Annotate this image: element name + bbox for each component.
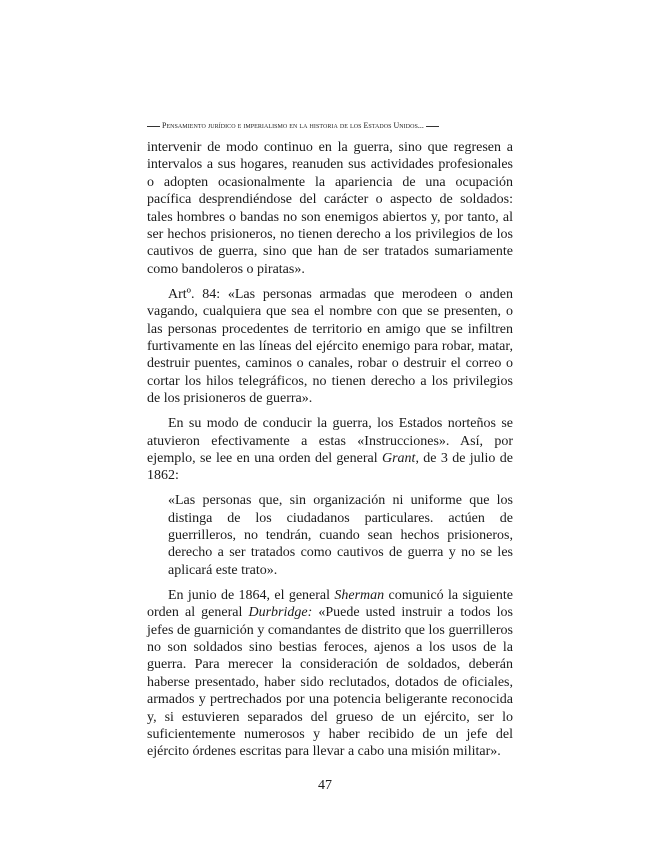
name-grant: Grant (381, 450, 416, 466)
page-body (147, 139, 513, 768)
header-rule-left (147, 126, 160, 127)
paragraph-sherman-order (147, 587, 513, 761)
paragraph-continuation: intervenir de modo continuo en la guerra, sino que regresen a intervalos a sus hogares, reanuden sus actividades profesionales o adopten ocasionalmente la apariencia de una ocupación pacífica desprendiéndose del carácter o aspecto de soldados: tales hombres o bandas no son enemigos abiertos y, por tanto, al ser hechos prisioneros, no tienen derecho a los privilegios de los cautivos de guerra, sino que han de ser tratados sumariamente como bandoleros o piratas». (147, 140, 513, 277)
paragraph-article-84: Artº. 84: «Las personas armadas que merodeen o anden vagando, cualquiera que sea el nombre con que se presenten, o las personas procedentes de territorio en amigo que se infiltren furtivamente en las líneas del ejército enemigo para robar, matar, destruir puentes, caminos o canales, robar o destruir el correo o cortar los hilos telegráficos, no tienen derecho a los privilegios de los prisioneros de guerra». (147, 286, 513, 407)
name-sherman: Sherman (334, 587, 385, 603)
name-durbridge: Durbridge: (248, 605, 313, 621)
block-quote: «Las personas que, sin organización ni uniforme que los distinga de los ciudadanos particulares. actúen de guerrilleros, no tendrán, cuando sean hechos prisioneros, derecho a ser tratados como cautivos de guerra y no se les aplicará este trato». (168, 493, 513, 578)
p4-text-middle: comunicó la siguiente orden al general (147, 587, 514, 621)
p3-text-after: , de 3 de julio de 1862: (147, 450, 513, 484)
running-header (147, 121, 513, 130)
page-number: 47 (318, 778, 332, 793)
p4-text-before: En junio de 1864, el general (168, 587, 335, 603)
header-rule-right (426, 126, 439, 127)
p4-text-after: «Puede usted instruir a todos los jefes de guarnición y comandantes de distrito que los guerrilleros no son soldados sino bestias feroces, ajenos a los usos de la guerra. Para merecer la consideración de soldados, deberán haberse presentado, haber sido reclutados, dotados de oficiales, armados y pertrechados por una potencia beligerante reconocida y, si estuvieren separados del grueso de un ejército, ser lo suficientemente numerosos y haber recibido de un jefe del ejército órdenes escritas para llevar a cabo una misión militar». (147, 605, 513, 760)
p3-text-before: En su modo de conducir la guerra, los Estados norteños se atuvieron efectivamente a estas «Instrucciones». Así, por ejemplo, se lee en una orden del general (147, 416, 513, 466)
running-title: Pensamiento jurídico e imperialismo en la historia de los Estados Unidos... (162, 121, 424, 130)
paragraph-northern-states (147, 415, 513, 485)
